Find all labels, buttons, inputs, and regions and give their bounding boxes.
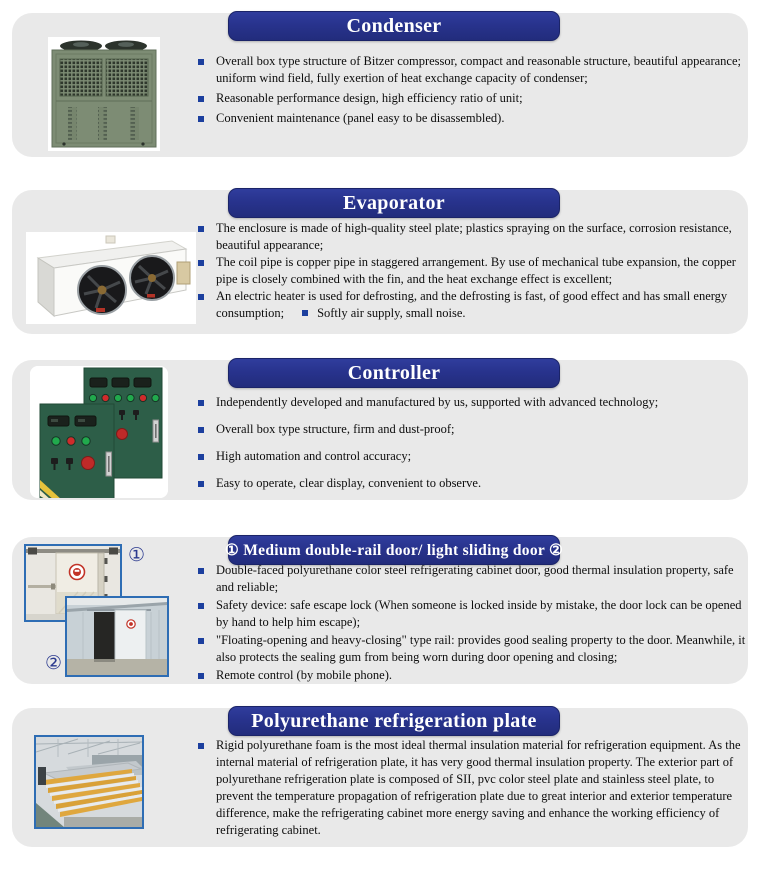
bullet-text: "Floating-opening and heavy-closing" type rail: provides good sealing property to the door. Meanwhile, it also protects the sealing gum from being worn during door opening and closing; [216, 633, 746, 664]
bullet-square-icon [198, 568, 204, 574]
bullet-item [198, 394, 746, 411]
bullet-item [198, 254, 746, 288]
bullet-square-icon [198, 603, 204, 609]
bullet-text: Double-faced polyurethane color steel refrigerating cabinet door, good thermal insulation property, safe and reliable; [216, 563, 734, 594]
bullet-square-icon [198, 294, 204, 300]
door-label-2: ② [45, 653, 63, 674]
bullet-text: Safety device: safe escape lock (When someone is locked inside by mistake, the door lock can be opened by hand to help him escape); [216, 598, 742, 629]
bullet-text: High automation and control accuracy; [216, 449, 412, 463]
condenser-photo [48, 37, 160, 151]
sliding-door-photo-2 [65, 596, 169, 677]
bullet-item [198, 448, 746, 465]
bullet-square-icon [198, 743, 204, 749]
bullet-text: The coil pipe is copper pipe in staggered arrangement. By use of mechanical tube expansion, the copper pipe is closely combined with the fin, and the heat exchange effect is excellent; [216, 255, 736, 286]
bullet-item [198, 475, 746, 492]
bullet-item [198, 288, 746, 322]
section-card-evaporator [12, 190, 748, 334]
bullet-text: The enclosure is made of high-quality steel plate; plastics spraying on the surface, corrosion resistance, beautiful appearance; [216, 221, 732, 252]
control-cabinets-image [30, 366, 168, 498]
bullet-text: Remote control (by mobile phone). [216, 668, 393, 682]
section-banner [228, 358, 560, 388]
door-label-1: ① [128, 545, 146, 566]
bullet-list [198, 562, 746, 685]
bullet-text: Easy to operate, clear display, convenient to observe. [216, 476, 482, 490]
bullet-square-icon [198, 226, 204, 232]
bullet-item [198, 421, 746, 438]
bullet-square-icon [198, 638, 204, 644]
bullet-square-icon [198, 96, 204, 102]
evaporator-unit-image [26, 232, 196, 324]
bullet-text: An electric heater is used for defrosting, and the defrosting is fast, of good effect and has small energy consumption; [216, 289, 728, 320]
bullet-text: Independently developed and manufactured by us, supported with advanced technology; [216, 395, 659, 409]
section-card-controller [12, 360, 748, 500]
bullet-square-icon [198, 116, 204, 122]
section-card-doors [12, 537, 748, 684]
bullet-item [198, 737, 746, 839]
bullet-square-icon [198, 400, 204, 406]
bullet-text: Overall box type structure of Bitzer compressor, compact and reasonable structure, beautiful appearance; uniform wind field, fully exertion of heat exchange capacity of condenser; [216, 54, 741, 85]
bullet-square-icon [198, 481, 204, 487]
section-title: Controller [347, 361, 441, 384]
section-card-condenser [12, 13, 748, 157]
section-title: Evaporator [343, 191, 445, 214]
bullet-list [198, 737, 746, 842]
section-banner [228, 11, 560, 41]
section-title: Polyurethane refrigeration plate [251, 709, 537, 732]
bullet-square-icon [198, 260, 204, 266]
bullet-list [198, 53, 746, 130]
bullet-text: Rigid polyurethane foam is the most ideal thermal insulation material for refrigeration equipment. As the internal material of refrigeration plate, it has very good thermal insulation property. The exterior part of polyurethane refrigeration plate is composed of SII, pvc color steel plate and stainless steel plate, to prevent the temperature propagation of refrigeration plate due to great interior and exterior temperature difference, make the refrigerating cabinet more energy saving and enhance the working efficiency of refrigerating cabinet. [216, 738, 741, 837]
panel-stack-image [36, 737, 142, 827]
bullet-item [198, 562, 746, 596]
bullet-item [198, 220, 746, 254]
bullet-square-icon [302, 310, 308, 316]
evaporator-photo [26, 232, 196, 324]
section-banner [228, 706, 560, 736]
bullet-text: Reasonable performance design, high efficiency ratio of unit; [216, 91, 523, 105]
bullet-square-icon [198, 427, 204, 433]
section-title: Condenser [346, 14, 442, 37]
bullet-text: Convenient maintenance (panel easy to be disassembled). [216, 111, 505, 125]
bullet-item [198, 90, 746, 107]
section-banner [224, 535, 564, 565]
bullet-square-icon [198, 59, 204, 65]
panel-stack-photo [34, 735, 144, 829]
bullet-item [198, 632, 746, 666]
bullet-square-icon [198, 454, 204, 460]
bullet-list [198, 394, 746, 502]
bullet-item [198, 597, 746, 631]
sliding-door-image-2 [67, 598, 167, 675]
section-card-plate [12, 708, 748, 847]
condenser-unit-image [48, 37, 160, 151]
bullet-item [198, 667, 746, 684]
bullet-text: Overall box type structure, firm and dust-proof; [216, 422, 455, 436]
bullet-square-icon [198, 673, 204, 679]
section-title: ① Medium double-rail door/ light sliding door ② [224, 541, 564, 559]
bullet-text: Softly air supply, small noise. [317, 306, 466, 320]
section-banner [228, 188, 560, 218]
bullet-item [198, 110, 746, 127]
bullet-item [198, 53, 746, 87]
controller-photo [30, 366, 168, 498]
bullet-list [198, 220, 746, 322]
